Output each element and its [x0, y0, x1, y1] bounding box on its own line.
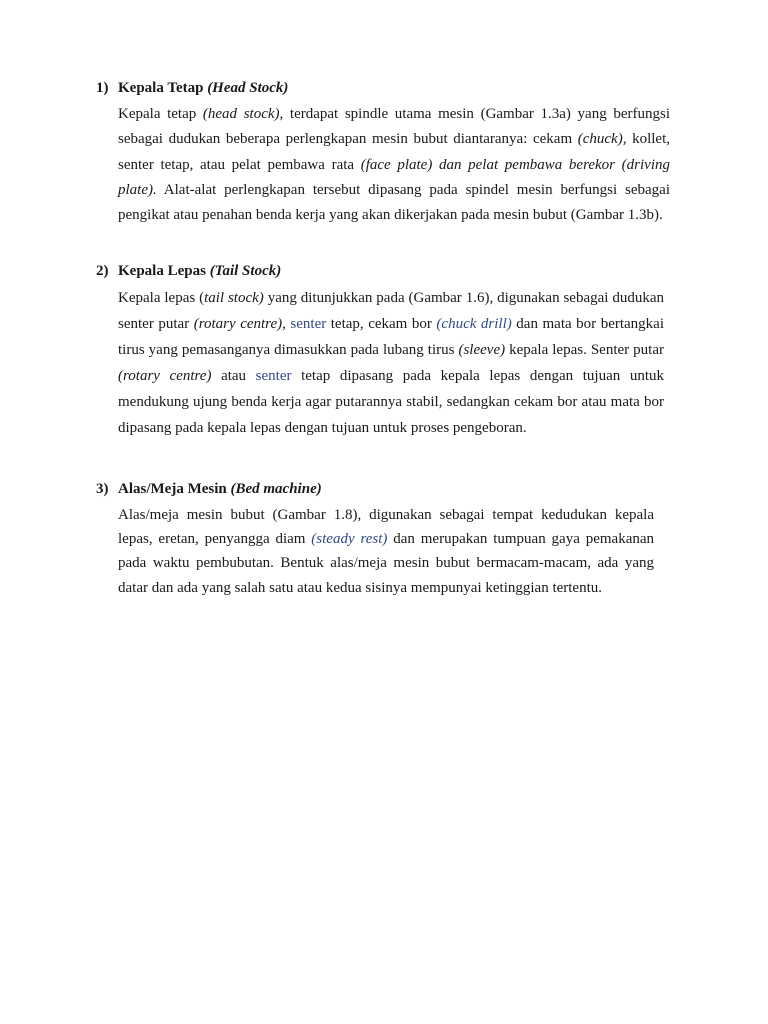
section-title-italic: (Head Stock) — [207, 80, 289, 96]
text-run-italic-blue: (steady rest) — [311, 531, 388, 548]
text-run-italic: (chuck), — [577, 131, 627, 148]
text-run: yang ditunjukkan pada (Gambar 1.6), digunakan sebagai dudukan senter putar — [118, 290, 664, 332]
section-title: Alas/Meja Mesin — [118, 481, 227, 497]
section-heading — [96, 261, 676, 281]
text-run: Kepala tetap — [118, 106, 203, 122]
text-run-blue: senter — [290, 316, 327, 332]
section-number: 1) — [96, 80, 109, 96]
text-run: Kepala lepas ( — [118, 290, 205, 306]
text-run: dan merupakan tumpuan gaya pemakanan pada waktu pembubutan. Bentuk alas/meja mesin bubut bermacam-macam, ada yang datar dan ada yang salah satu atau kedua sisinya mempunyai ketinggian tertentu. — [118, 531, 655, 596]
section-number: 3) — [96, 481, 109, 497]
section-heading — [96, 479, 676, 499]
text-run: , — [282, 316, 291, 332]
text-run-italic: tail stock) — [204, 290, 264, 306]
text-run-italic-blue: (chuck drill) — [436, 316, 512, 332]
text-run: tetap, cekam bor — [326, 316, 437, 332]
section-paragraph — [118, 102, 670, 228]
section-title-italic: (Bed machine) — [230, 481, 322, 497]
section-head-stock — [96, 78, 676, 228]
section-title: Kepala Tetap — [118, 80, 204, 96]
section-heading — [96, 78, 676, 98]
section-number: 2) — [96, 263, 109, 279]
text-run-blue: senter — [255, 368, 292, 384]
text-run: tetap dipasang pada kepala lepas dengan tujuan untuk mendukung ujung benda kerja agar putarannya stabil, sedangkan cekam bor atau mata bor dipasang pada kepala lepas dengan tujuan untuk proses pengeboran. — [118, 368, 665, 436]
text-run-italic: (face plate) dan pelat pembawa berekor (driving plate). — [118, 156, 670, 198]
section-title-italic: (Tail Stock) — [209, 263, 282, 279]
text-run-italic: (head stock) — [202, 106, 280, 122]
text-run: Alat-alat perlengkapan tersebut dipasang pada spindel mesin berfungsi sebagai pengikat atau penahan benda kerja yang akan dikerjakan pada mesin bubut (Gambar 1.3b). — [118, 181, 670, 224]
text-run: kollet, senter tetap, atau pelat pembawa rata — [118, 131, 670, 173]
section-tail-stock — [96, 261, 676, 441]
text-run-italic: (rotary centre) — [193, 316, 283, 332]
text-run-italic: (rotary centre) — [118, 368, 212, 384]
text-run: kepala lepas. Senter putar — [505, 342, 664, 358]
section-paragraph — [118, 503, 654, 600]
text-run: atau — [211, 368, 256, 384]
section-title: Kepala Lepas — [118, 263, 206, 279]
text-run-italic: (sleeve) — [458, 342, 506, 358]
section-bed-machine — [96, 479, 676, 600]
section-paragraph — [118, 285, 664, 441]
text-run: Alas/meja mesin bubut (Gambar 1.8), digunakan sebagai tempat kedudukan kepala lepas, eretan, penyangga diam — [118, 507, 654, 548]
text-run: , terdapat spindle utama mesin (Gambar 1.3a) yang berfungsi sebagai dudukan beberapa perlengkapan mesin bubut diantaranya: cekam — [118, 106, 671, 148]
text-run: dan mata bor bertangkai tirus yang pemasanganya dimasukkan pada lubang tirus — [118, 316, 665, 358]
